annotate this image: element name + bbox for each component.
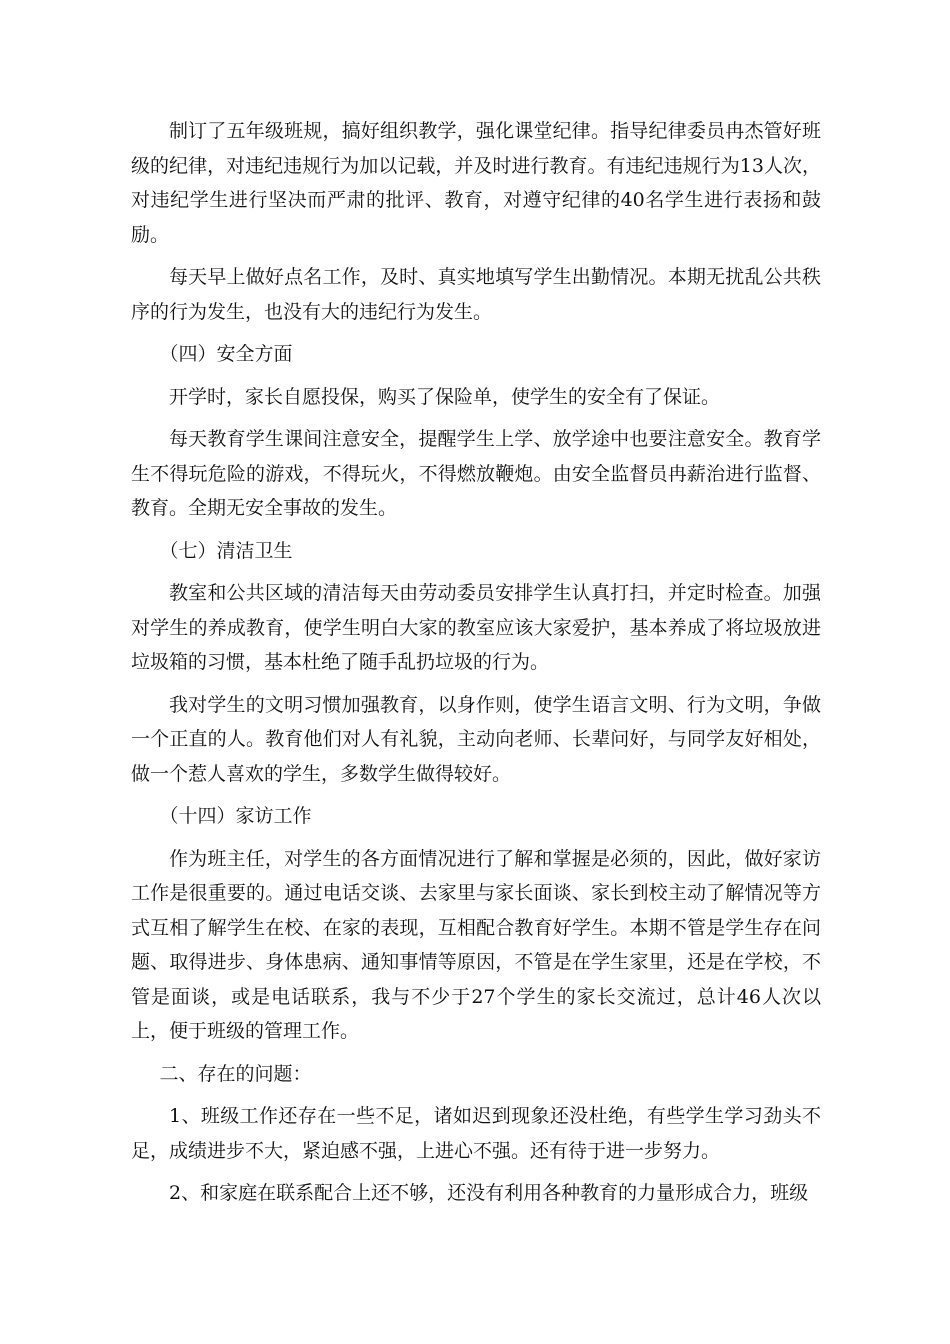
document-body: [131, 114, 821, 1219]
paragraph-home-visits: 作为班主任，对学生的各方面情况进行了解和掌握是必须的，因此，做好家访工作是很重要的。通过电话交谈、去家里与家长面谈、家长到校主动了解情况等方式互相了解学生在校、在家的表现，互相配合教育好学生。本期不管是学生存在问题、取得进步、身体患病、通知事情等原因，不管是在学生家里，还是在学校，不管是面谈，或是电话联系，我与不少于27个学生的家长交流过，总计46人次以上，便于班级的管理工作。: [131, 847, 821, 1042]
paragraph-cleaning: 教室和公共区域的清洁每天由劳动委员安排学生认真打扫，并定时检查。加强对学生的养成教育，使学生明白大家的教室应该大家爱护，基本养成了将垃圾放进垃圾箱的习惯，基本杜绝了随手乱扔垃圾的行为。: [131, 582, 821, 673]
paragraph-safety-education: 每天教育学生课间注意安全，提醒学生上学、放学途中也要注意安全。教育学生不得玩危险的游戏，不得玩火，不得燃放鞭炮。由安全监督员冉薪治进行监督、教育。全期无安全事故的发生。: [131, 428, 821, 519]
heading-home-visits: （十四）家访工作: [159, 805, 312, 827]
paragraph-problem-2: 2、和家庭在联系配合上还不够，还没有利用各种教育的力量形成合力，班级: [169, 1182, 809, 1204]
paragraph-problem-1: 1、班级工作还存在一些不足，诸如迟到现象还没杜绝，有些学生学习劲头不足，成绩进步不大，紧迫感不强，上进心不强。还有待于进一步努力。: [131, 1105, 821, 1162]
heading-cleanliness: （七）清洁卫生: [159, 539, 293, 562]
paragraph-discipline-rules: 制订了五年级班规，搞好组织教学，强化课堂纪律。指导纪律委员冉杰管好班级的纪律，对违纪违规行为加以记载，并及时进行教育。有违纪违规行为13人次，对违纪学生进行坚决而严肃的批评、教育，对遵守纪律的40名学生进行表扬和鼓励。: [131, 120, 821, 246]
heading-safety: （四）安全方面: [159, 343, 293, 365]
heading-problems: 二、存在的问题：: [159, 1062, 312, 1085]
paragraph-insurance: 开学时，家长自愿投保，购买了保险单，使学生的安全有了保证。: [169, 385, 721, 408]
paragraph-attendance: 每天早上做好点名工作，及时、真实地填写学生出勤情况。本期无扰乱公共秩序的行为发生，也没有大的违纪行为发生。: [131, 266, 821, 323]
paragraph-civility: 我对学生的文明习惯加强教育，以身作则，使学生语言文明、行为文明，争做一个正直的人。教育他们对人有礼貌，主动向老师、长辈问好，与同学友好相处，做一个惹人喜欢的学生，多数学生做得较好。: [131, 693, 821, 785]
